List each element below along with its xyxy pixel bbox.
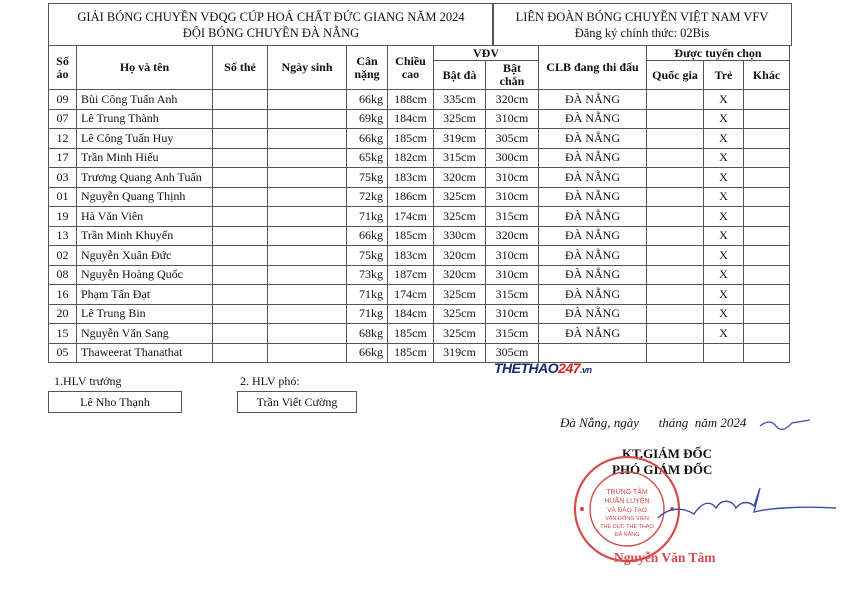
- cell-height: 183cm: [388, 246, 434, 266]
- cell-weight: 68kg: [347, 324, 388, 344]
- cell-spike: 325cm: [434, 304, 486, 324]
- cell-national: [647, 285, 704, 305]
- cell-block: 310cm: [486, 265, 539, 285]
- cell-block: 320cm: [486, 90, 539, 110]
- watermark-part2: 247: [558, 360, 581, 376]
- cell-name: Lê Trung Thành: [77, 109, 213, 129]
- cell-height: 185cm: [388, 324, 434, 344]
- cell-name: Hà Văn Viên: [77, 207, 213, 227]
- cell-national: [647, 265, 704, 285]
- cell-other: [744, 187, 790, 207]
- cell-card: [213, 148, 268, 168]
- cell-block: 315cm: [486, 285, 539, 305]
- cell-block: 310cm: [486, 187, 539, 207]
- col-header-name: Họ và tên: [77, 46, 213, 90]
- col-header-selected: Được tuyển chọn: [647, 46, 790, 61]
- date-scribble-icon: [758, 414, 818, 434]
- col-header-club: CLB đang thi đấu: [539, 46, 647, 90]
- cell-national: [647, 187, 704, 207]
- cell-dob: [268, 265, 347, 285]
- svg-text:VẬN ĐỘNG VIÊN: VẬN ĐỘNG VIÊN: [605, 516, 649, 522]
- cell-jersey: 16: [49, 285, 77, 305]
- cell-jersey: 19: [49, 207, 77, 227]
- cell-other: [744, 90, 790, 110]
- cell-youth: X: [704, 168, 744, 188]
- cell-block: 310cm: [486, 246, 539, 266]
- cell-card: [213, 90, 268, 110]
- cell-national: [647, 168, 704, 188]
- cell-club: ĐÀ NẴNG: [539, 265, 647, 285]
- cell-spike: 319cm: [434, 129, 486, 149]
- cell-spike: 320cm: [434, 246, 486, 266]
- cell-name: Nguyễn Văn Sang: [77, 324, 213, 344]
- cell-youth: X: [704, 129, 744, 149]
- table-row: [49, 226, 790, 246]
- cell-youth: X: [704, 109, 744, 129]
- cell-card: [213, 304, 268, 324]
- table-row: [49, 109, 790, 129]
- watermark-part3: .vn: [580, 365, 592, 375]
- cell-national: [647, 304, 704, 324]
- cell-name: Nguyễn Quang Thịnh: [77, 187, 213, 207]
- cell-dob: [268, 129, 347, 149]
- cell-height: 174cm: [388, 285, 434, 305]
- cell-card: [213, 226, 268, 246]
- col-header-national: Quốc gia: [647, 61, 704, 90]
- cell-club: ĐÀ NẴNG: [539, 168, 647, 188]
- cell-youth: X: [704, 226, 744, 246]
- cell-dob: [268, 109, 347, 129]
- cell-height: 188cm: [388, 90, 434, 110]
- watermark-logo: [494, 360, 592, 376]
- col-header-athlete: VĐV: [434, 46, 539, 61]
- cell-other: [744, 148, 790, 168]
- cell-national: [647, 207, 704, 227]
- cell-jersey: 08: [49, 265, 77, 285]
- table-row: [49, 90, 790, 110]
- col-header-height: Chiều cao: [388, 46, 434, 90]
- cell-weight: 75kg: [347, 168, 388, 188]
- cell-weight: 72kg: [347, 187, 388, 207]
- cell-name: Trần Minh Hiếu: [77, 148, 213, 168]
- cell-block: 300cm: [486, 148, 539, 168]
- cell-block: 315cm: [486, 207, 539, 227]
- cell-dob: [268, 187, 347, 207]
- svg-text:THỂ DỤC THỂ THAO: THỂ DỤC THỂ THAO: [600, 524, 654, 530]
- signatory-title-1: KT.GIÁM ĐỐC: [622, 446, 713, 461]
- cell-height: 187cm: [388, 265, 434, 285]
- table-row: [49, 324, 790, 344]
- col-header-weight: Cân nặng: [347, 46, 388, 90]
- cell-other: [744, 129, 790, 149]
- cell-height: 185cm: [388, 343, 434, 363]
- cell-weight: 66kg: [347, 129, 388, 149]
- cell-weight: 66kg: [347, 90, 388, 110]
- cell-spike: 325cm: [434, 207, 486, 227]
- table-row: [49, 129, 790, 149]
- cell-club: ĐÀ NẴNG: [539, 129, 647, 149]
- cell-spike: 325cm: [434, 187, 486, 207]
- date-line: Đà Nẵng, ngày tháng năm 2024: [560, 415, 747, 430]
- cell-weight: 69kg: [347, 109, 388, 129]
- cell-height: 184cm: [388, 109, 434, 129]
- handwritten-signature-icon: [650, 478, 840, 538]
- cell-other: [744, 304, 790, 324]
- col-header-card: Số thẻ: [213, 46, 268, 90]
- svg-text:TRUNG TÂM: TRUNG TÂM: [606, 489, 648, 496]
- cell-card: [213, 246, 268, 266]
- cell-spike: 330cm: [434, 226, 486, 246]
- cell-club: ĐÀ NẴNG: [539, 148, 647, 168]
- cell-club: ĐÀ NẴNG: [539, 226, 647, 246]
- cell-club: ĐÀ NẴNG: [539, 90, 647, 110]
- cell-card: [213, 168, 268, 188]
- cell-weight: 66kg: [347, 226, 388, 246]
- cell-weight: 71kg: [347, 285, 388, 305]
- cell-jersey: 13: [49, 226, 77, 246]
- cell-other: [744, 109, 790, 129]
- table-row: [49, 343, 790, 363]
- cell-jersey: 09: [49, 90, 77, 110]
- cell-national: [647, 246, 704, 266]
- table-header-row: [49, 46, 790, 61]
- cell-national: [647, 129, 704, 149]
- table-row: [49, 304, 790, 324]
- cell-youth: X: [704, 265, 744, 285]
- cell-club: ĐÀ NẴNG: [539, 324, 647, 344]
- cell-card: [213, 285, 268, 305]
- table-row: [49, 265, 790, 285]
- cell-dob: [268, 285, 347, 305]
- roster-body: [49, 90, 790, 363]
- cell-national: [647, 324, 704, 344]
- table-row: [49, 285, 790, 305]
- cell-dob: [268, 207, 347, 227]
- cell-name: Thaweerat Thanathat: [77, 343, 213, 363]
- cell-other: [744, 324, 790, 344]
- cell-height: 185cm: [388, 129, 434, 149]
- cell-block: 305cm: [486, 343, 539, 363]
- cell-card: [213, 324, 268, 344]
- cell-other: [744, 226, 790, 246]
- cell-spike: 325cm: [434, 109, 486, 129]
- head-coach-label: 1.HLV trưởng: [54, 374, 122, 388]
- federation-name: LIÊN ĐOÀN BÓNG CHUYỀN VIỆT NAM VFV: [515, 10, 769, 24]
- head-coach-name: Lê Nho Thạnh: [48, 391, 182, 413]
- col-header-jersey: Số áo: [49, 46, 77, 90]
- cell-height: 183cm: [388, 168, 434, 188]
- watermark-part1: THETHAO: [494, 360, 559, 376]
- cell-youth: X: [704, 285, 744, 305]
- table-row: [49, 148, 790, 168]
- cell-card: [213, 109, 268, 129]
- cell-youth: X: [704, 246, 744, 266]
- cell-youth: X: [704, 207, 744, 227]
- cell-block: 305cm: [486, 129, 539, 149]
- svg-text:HUẤN LUYỆN: HUẤN LUYỆN: [604, 498, 650, 505]
- cell-club: ĐÀ NẴNG: [539, 304, 647, 324]
- cell-block: 320cm: [486, 226, 539, 246]
- table-row: [49, 187, 790, 207]
- assistant-coach-label: 2. HLV phó:: [240, 374, 300, 388]
- cell-dob: [268, 226, 347, 246]
- cell-youth: X: [704, 148, 744, 168]
- signer-name: Nguyễn Văn Tâm: [614, 550, 716, 565]
- cell-card: [213, 343, 268, 363]
- cell-height: 185cm: [388, 226, 434, 246]
- cell-name: Bùi Công Tuấn Anh: [77, 90, 213, 110]
- cell-dob: [268, 246, 347, 266]
- cell-card: [213, 129, 268, 149]
- cell-name: Trần Minh Khuyến: [77, 226, 213, 246]
- cell-dob: [268, 343, 347, 363]
- cell-dob: [268, 148, 347, 168]
- svg-text:VÀ ĐÀO TẠO: VÀ ĐÀO TẠO: [607, 507, 647, 514]
- col-header-youth: Trẻ: [704, 61, 744, 90]
- cell-height: 184cm: [388, 304, 434, 324]
- header-left-box: [48, 3, 494, 46]
- table-row: [49, 207, 790, 227]
- cell-spike: 320cm: [434, 265, 486, 285]
- cell-other: [744, 168, 790, 188]
- cell-national: [647, 343, 704, 363]
- signatory-title-2: PHÓ GIÁM ĐỐC: [612, 462, 713, 477]
- table-row: [49, 168, 790, 188]
- svg-text:ĐÀ NẴNG: ĐÀ NẴNG: [614, 532, 640, 538]
- document-title: GIẢI BÓNG CHUYỀN VĐQG CÚP HOÁ CHẤT ĐỨC GIANG NĂM 2024 ĐỘI BÓNG CHUYỀN ĐÀ NẴNG: [77, 10, 465, 40]
- cell-name: Lê Trung Bin: [77, 304, 213, 324]
- cell-jersey: 02: [49, 246, 77, 266]
- cell-weight: 65kg: [347, 148, 388, 168]
- cell-height: 182cm: [388, 148, 434, 168]
- cell-youth: X: [704, 90, 744, 110]
- cell-national: [647, 90, 704, 110]
- cell-jersey: 15: [49, 324, 77, 344]
- cell-spike: 315cm: [434, 148, 486, 168]
- cell-spike: 325cm: [434, 285, 486, 305]
- cell-block: 310cm: [486, 304, 539, 324]
- cell-height: 174cm: [388, 207, 434, 227]
- col-header-dob: Ngày sinh: [268, 46, 347, 90]
- cell-weight: 71kg: [347, 304, 388, 324]
- assistant-coach-name: Trần Viết Cường: [237, 391, 357, 413]
- cell-spike: 325cm: [434, 324, 486, 344]
- cell-weight: 75kg: [347, 246, 388, 266]
- cell-jersey: 05: [49, 343, 77, 363]
- cell-national: [647, 109, 704, 129]
- cell-other: [744, 207, 790, 227]
- cell-other: [744, 265, 790, 285]
- cell-spike: 319cm: [434, 343, 486, 363]
- cell-name: Nguyễn Xuân Đức: [77, 246, 213, 266]
- cell-block: 315cm: [486, 324, 539, 344]
- cell-youth: X: [704, 304, 744, 324]
- cell-dob: [268, 304, 347, 324]
- cell-other: [744, 343, 790, 363]
- cell-height: 186cm: [388, 187, 434, 207]
- cell-jersey: 17: [49, 148, 77, 168]
- cell-jersey: 07: [49, 109, 77, 129]
- registration-label: Đăng ký chính thức: 02Bis: [574, 26, 710, 40]
- cell-other: [744, 285, 790, 305]
- header-right-box: [492, 3, 792, 46]
- col-header-other: Khác: [744, 61, 790, 90]
- cell-block: 310cm: [486, 168, 539, 188]
- cell-spike: 335cm: [434, 90, 486, 110]
- cell-name: Phạm Tấn Đạt: [77, 285, 213, 305]
- cell-club: ĐÀ NẴNG: [539, 207, 647, 227]
- cell-club: ĐÀ NẴNG: [539, 109, 647, 129]
- cell-other: [744, 246, 790, 266]
- cell-dob: [268, 168, 347, 188]
- col-header-spike: Bật đà: [434, 61, 486, 90]
- cell-youth: X: [704, 324, 744, 344]
- cell-weight: 66kg: [347, 343, 388, 363]
- cell-card: [213, 187, 268, 207]
- cell-dob: [268, 324, 347, 344]
- cell-card: [213, 207, 268, 227]
- cell-national: [647, 226, 704, 246]
- cell-youth: X: [704, 187, 744, 207]
- cell-youth: [704, 343, 744, 363]
- roster-table: [48, 45, 790, 363]
- cell-name: Nguyễn Hoàng Quốc: [77, 265, 213, 285]
- cell-name: Trương Quang Anh Tuấn: [77, 168, 213, 188]
- cell-dob: [268, 90, 347, 110]
- cell-weight: 71kg: [347, 207, 388, 227]
- cell-national: [647, 148, 704, 168]
- cell-jersey: 12: [49, 129, 77, 149]
- cell-name: Lê Công Tuấn Huy: [77, 129, 213, 149]
- cell-club: ĐÀ NẴNG: [539, 285, 647, 305]
- cell-jersey: 20: [49, 304, 77, 324]
- cell-jersey: 03: [49, 168, 77, 188]
- cell-spike: 320cm: [434, 168, 486, 188]
- table-row: [49, 246, 790, 266]
- col-header-block: Bật chắn: [486, 61, 539, 90]
- cell-card: [213, 265, 268, 285]
- cell-block: 310cm: [486, 109, 539, 129]
- cell-club: ĐÀ NẴNG: [539, 246, 647, 266]
- cell-club: ĐÀ NẴNG: [539, 187, 647, 207]
- cell-jersey: 01: [49, 187, 77, 207]
- cell-weight: 73kg: [347, 265, 388, 285]
